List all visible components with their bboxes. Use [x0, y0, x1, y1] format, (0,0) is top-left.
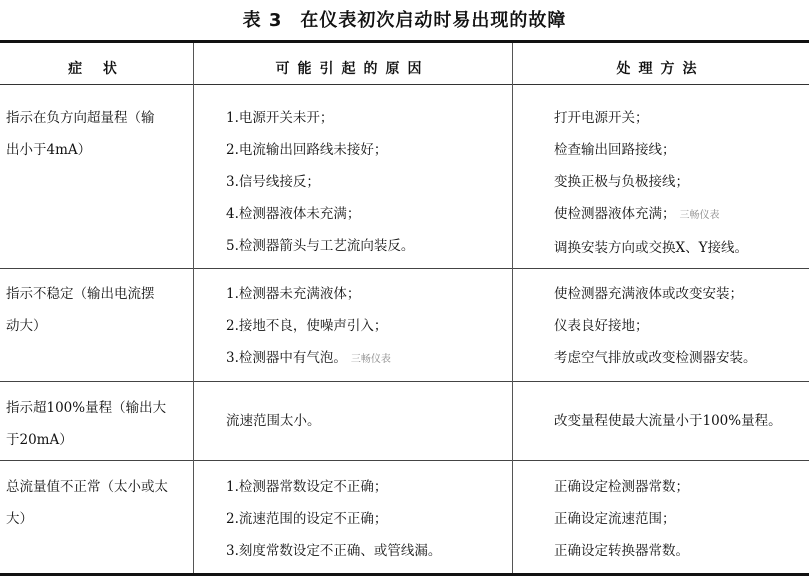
- row-3-fixes: 改变量程使最大流量小于100%量程。: [554, 413, 782, 429]
- row-divider: [0, 268, 809, 269]
- row-1-symptom: 指示在负方向超量程（输 出小于4mA）: [6, 110, 155, 158]
- column-divider: [193, 43, 194, 573]
- row-3-causes: 流速范围太小。: [226, 413, 321, 429]
- table-number: 表 3: [242, 10, 283, 31]
- bottom-rule: [0, 573, 809, 576]
- row-divider: [0, 381, 809, 382]
- row-4-causes: 1.检测器常数设定不正确； 2.流速范围的设定不正确； 3.刻度常数设定不正确、或管线漏。: [226, 479, 442, 559]
- header-cause: 可能引起的原因: [275, 61, 430, 77]
- header-fix: 处理方法: [616, 61, 705, 77]
- row-2-fixes: 使检测器充满液体或改变安装； 仪表良好接地； 考虑空气排放或改变检测器安装。: [554, 286, 757, 366]
- row-4-symptom: 总流量值不正常（太小或太 大）: [6, 479, 168, 527]
- row-1-causes: 1.电源开关未开； 2.电流输出回路线未接好； 3.信号线接反； 4.检测器液体未充满； 5.检测器箭头与工艺流向装反。: [226, 110, 415, 254]
- table-caption: 在仪表初次启动时易出现的故障: [300, 10, 567, 31]
- header-rule: [0, 84, 809, 85]
- row-1-fixes: 打开电源开关； 检查输出回路接线； 变换正极与负极接线； 使检测器液体充满； 三畅仪表 调换安装方向或交换X、Y接线。: [554, 110, 749, 256]
- header-symptom: 症 状: [68, 61, 125, 77]
- top-rule: [0, 40, 809, 43]
- watermark: 三畅仪表: [350, 354, 391, 365]
- column-divider: [512, 43, 513, 573]
- watermark: 三畅仪表: [679, 210, 720, 221]
- row-3-symptom: 指示超100%量程（输出大 于20mA）: [6, 400, 167, 448]
- row-2-symptom: 指示不稳定（输出电流摆 动大）: [6, 286, 155, 334]
- row-4-fixes: 正确设定检测器常数； 正确设定流速范围； 正确设定转换器常数。: [554, 479, 689, 559]
- table-title: [0, 6, 809, 32]
- row-2-causes: 1.检测器未充满液体； 2.接地不良，使噪声引入； 3.检测器中有气泡。 三畅仪表: [226, 286, 391, 366]
- row-divider: [0, 460, 809, 461]
